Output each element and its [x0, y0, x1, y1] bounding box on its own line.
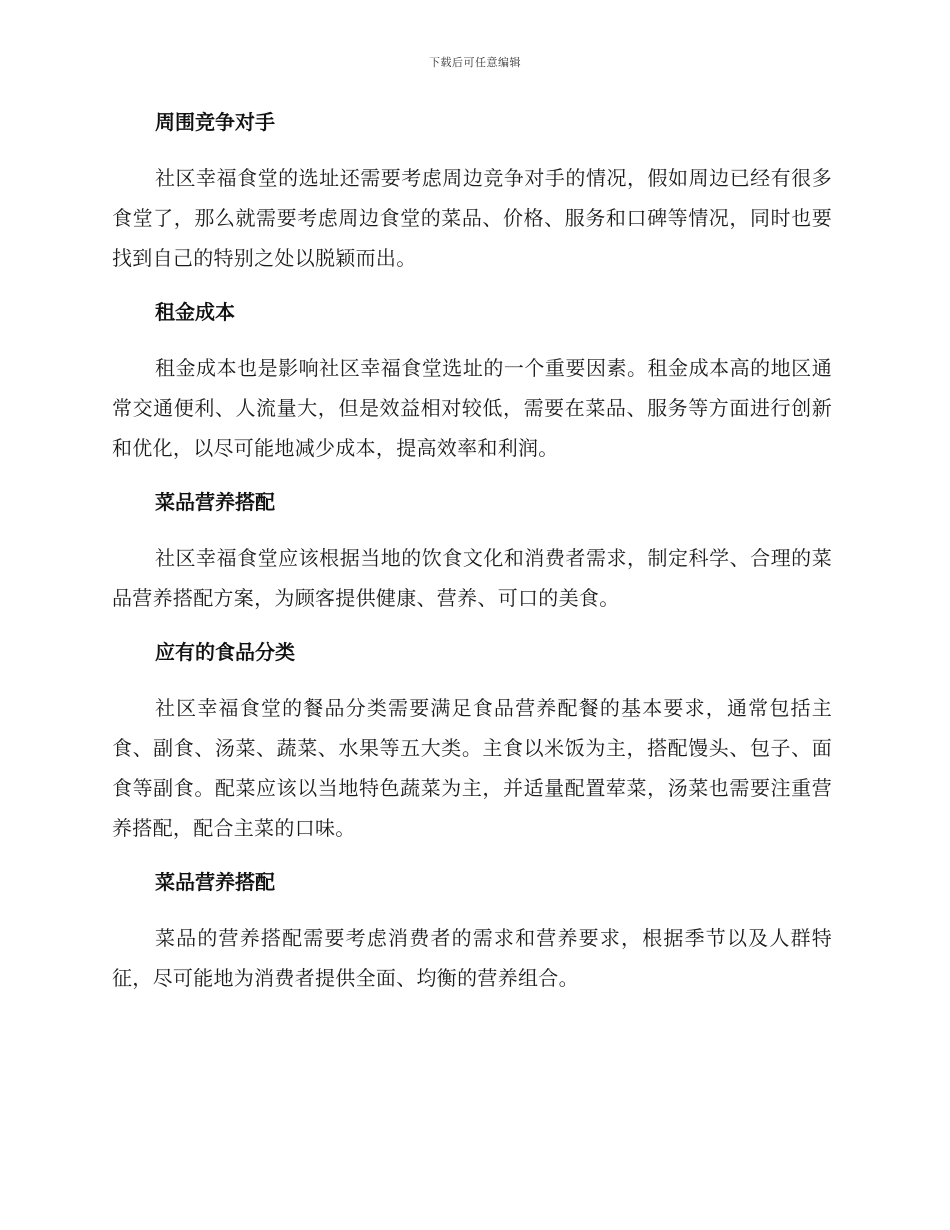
- section-food-categories: [112, 636, 832, 848]
- section-heading: 周围竞争对手: [155, 110, 275, 134]
- section-nutrition-pairing-2: [112, 866, 832, 998]
- section-paragraph: 租金成本也是影响社区幸福食堂选址的一个重要因素。租金成本高的地区通常交通便利、人流量大，但是效益相对较低，需要在菜品、服务等方面进行创新和优化，以尽可能地减少成本，提高效率和利润。: [112, 356, 832, 460]
- section-heading: 菜品营养搭配: [155, 870, 275, 894]
- section-paragraph: 社区幸福食堂的选址还需要考虑周边竞争对手的情况，假如周边已经有很多食堂了，那么就需要考虑周边食堂的菜品、价格、服务和口碑等情况，同时也要找到自己的特别之处以脱颖而出。: [112, 166, 832, 270]
- section-rent-cost: [112, 296, 832, 468]
- section-competitors: [112, 106, 832, 278]
- section-paragraph: 社区幸福食堂的餐品分类需要满足食品营养配餐的基本要求，通常包括主食、副食、汤菜、蔬菜、水果等五大类。主食以米饭为主，搭配馒头、包子、面食等副食。配菜应该以当地特色蔬菜为主，并适量配置荤菜，汤菜也需要注重营养搭配，配合主菜的口味。: [112, 696, 832, 840]
- section-heading: 应有的食品分类: [155, 640, 295, 664]
- section-heading: 租金成本: [155, 300, 235, 324]
- section-paragraph: 菜品的营养搭配需要考虑消费者的需求和营养要求，根据季节以及人群特征，尽可能地为消费者提供全面、均衡的营养组合。: [112, 926, 832, 990]
- document-body: [112, 106, 832, 1016]
- page-header-note: 下载后可任意编辑: [429, 56, 521, 69]
- section-paragraph: 社区幸福食堂应该根据当地的饮食文化和消费者需求，制定科学、合理的菜品营养搭配方案，为顾客提供健康、营养、可口的美食。: [112, 546, 832, 610]
- section-nutrition-pairing: [112, 486, 832, 618]
- section-heading: 菜品营养搭配: [155, 490, 275, 514]
